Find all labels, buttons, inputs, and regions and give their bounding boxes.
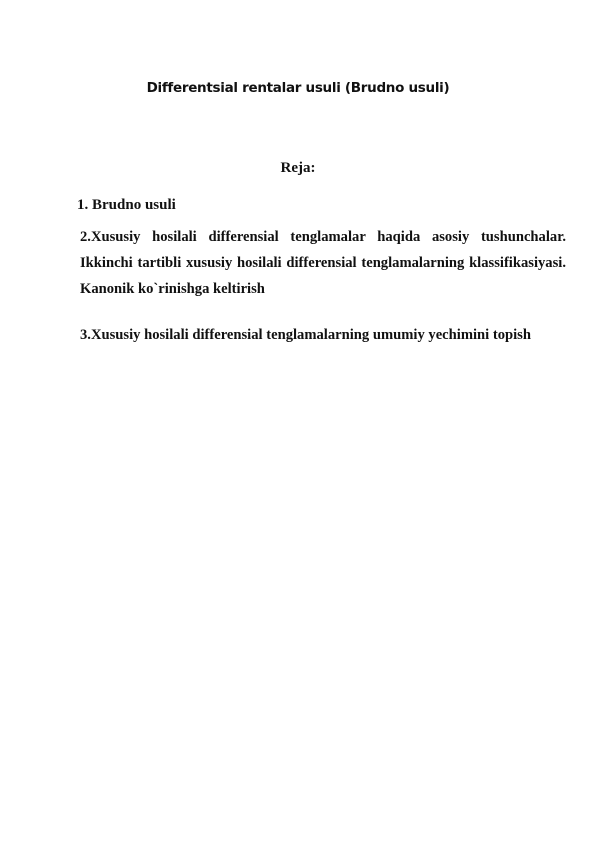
document-title: Differentsial rentalar usuli (Brudno usuli) — [146, 80, 450, 96]
plan-item-3: 3.Xususiy hosilali differensial tenglamalarning umumiy yechimini topish — [80, 327, 531, 343]
plan-item-2: 2.Xususiy hosilali differensial tenglamalar haqida asosiy tushunchalar. Ikkinchi tartibli xususiy hosilali differensial tenglamalarning klassifikasiyasi. Kanonik ko`rinishga keltirish — [80, 229, 566, 297]
plan-item-1: 1. Brudno usuli — [77, 197, 176, 213]
plan-heading: Reja: — [280, 160, 316, 176]
